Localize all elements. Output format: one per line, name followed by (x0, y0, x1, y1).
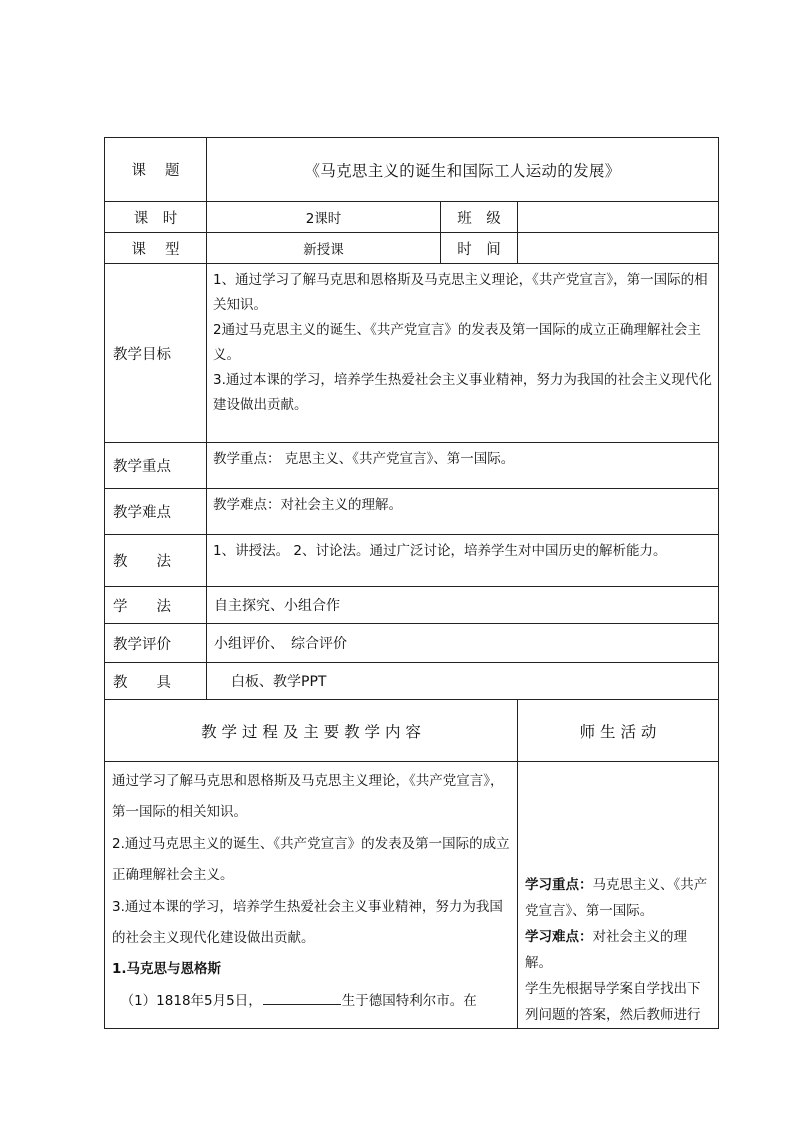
row-key (105, 443, 719, 489)
process-paragraph-3: 3.通过本课的学习，培养学生热爱社会主义事业精神，努力为我国的社会主义现代化建设做出贡献。 (112, 898, 503, 947)
row-difficulty (105, 489, 719, 535)
row-topic (105, 138, 719, 202)
value-time (518, 233, 719, 264)
label-difficulty: 教学难点 (105, 489, 207, 535)
activity-key-label: 学习重点： (525, 877, 593, 893)
label-learn: 学 法 (105, 587, 207, 624)
activity-difficulty (525, 924, 713, 976)
value-tools: 白板、教学PPT (207, 663, 719, 700)
row-type (105, 233, 719, 264)
activity-key (525, 872, 713, 924)
label-goals: 教学目标 (105, 264, 207, 443)
fill-in-blank (263, 989, 341, 1005)
fill-in-prefix: （1）1818年5月5日， (120, 992, 262, 1009)
value-eval: 小组评价、 综合评价 (207, 624, 719, 663)
row-process-content (105, 762, 719, 1029)
section-title: 1.马克思与恩格斯 (112, 961, 222, 978)
activity-difficulty-label: 学习难点： (525, 929, 593, 945)
value-hours: 2课时 (207, 202, 441, 233)
goals-content (207, 264, 719, 443)
fill-in-line (112, 986, 510, 1017)
activity-header: 师 生 活 动 (518, 700, 719, 762)
process-paragraph-1: 通过学习了解马克思和恩格斯及马克思主义理论，《共产党宣言》，第一国际的相关知识。 (112, 773, 504, 821)
value-type: 新授课 (207, 233, 441, 264)
label-hours: 课 时 (105, 202, 207, 233)
process-content (105, 762, 518, 1029)
lesson-title: 《马克思主义的诞生和国际工人运动的发展》 (207, 138, 719, 202)
value-difficulty: 教学难点：对社会主义的理解。 (207, 489, 719, 535)
label-type: 课 型 (105, 233, 207, 264)
label-key: 教学重点 (105, 443, 207, 489)
goal-item-1: 1、通过学习了解马克思和恩格斯及马克思主义理论，《共产党宣言》，第一国际的相关知识。 (213, 272, 708, 313)
value-class (518, 202, 719, 233)
row-process-header (105, 700, 719, 762)
label-time: 时 间 (441, 233, 518, 264)
row-hours (105, 202, 719, 233)
process-paragraph-2: 2.通过马克思主义的诞生、《共产党宣言》的发表及第一国际的成立正确理解社会主义。 (112, 835, 510, 884)
activity-key-text: 马克思主义、《共产党宣言》、第一国际。 (525, 877, 708, 919)
activity-note: 学生先根据导学案自学找出下列问题的答案，然后教师进行 (525, 981, 701, 1023)
process-header: 教 学 过 程 及 主 要 教 学 内 容 (105, 700, 518, 762)
goal-item-3: 3.通过本课的学习，培养学生热爱社会主义事业精神，努力为我国的社会主义现代化建设做出贡献。 (213, 372, 712, 413)
activity-difficulty-text: 对社会主义的理解。 (525, 929, 687, 971)
goal-item-2: 2通过马克思主义的诞生、《共产党宣言》的发表及第一国际的成立正确理解社会主义。 (213, 322, 701, 363)
label-eval: 教学评价 (105, 624, 207, 663)
label-tools: 教 具 (105, 663, 207, 700)
fill-in-suffix: 生于德国特利尔市。在 (341, 992, 477, 1009)
value-method: 1、讲授法。 2、讨论法。通过广泛讨论，培养学生对中国历史的解析能力。 (207, 535, 719, 587)
row-method (105, 535, 719, 587)
row-eval (105, 624, 719, 663)
activity-content (518, 762, 719, 1029)
label-topic: 课 题 (105, 138, 207, 202)
label-class: 班 级 (441, 202, 518, 233)
value-learn: 自主探究、小组合作 (207, 587, 719, 624)
value-key: 教学重点： 克思主义、《共产党宣言》、第一国际。 (207, 443, 719, 489)
lesson-plan-table (104, 137, 719, 1029)
row-learn (105, 587, 719, 624)
label-method: 教 法 (105, 535, 207, 587)
row-goals (105, 264, 719, 443)
row-tools (105, 663, 719, 700)
